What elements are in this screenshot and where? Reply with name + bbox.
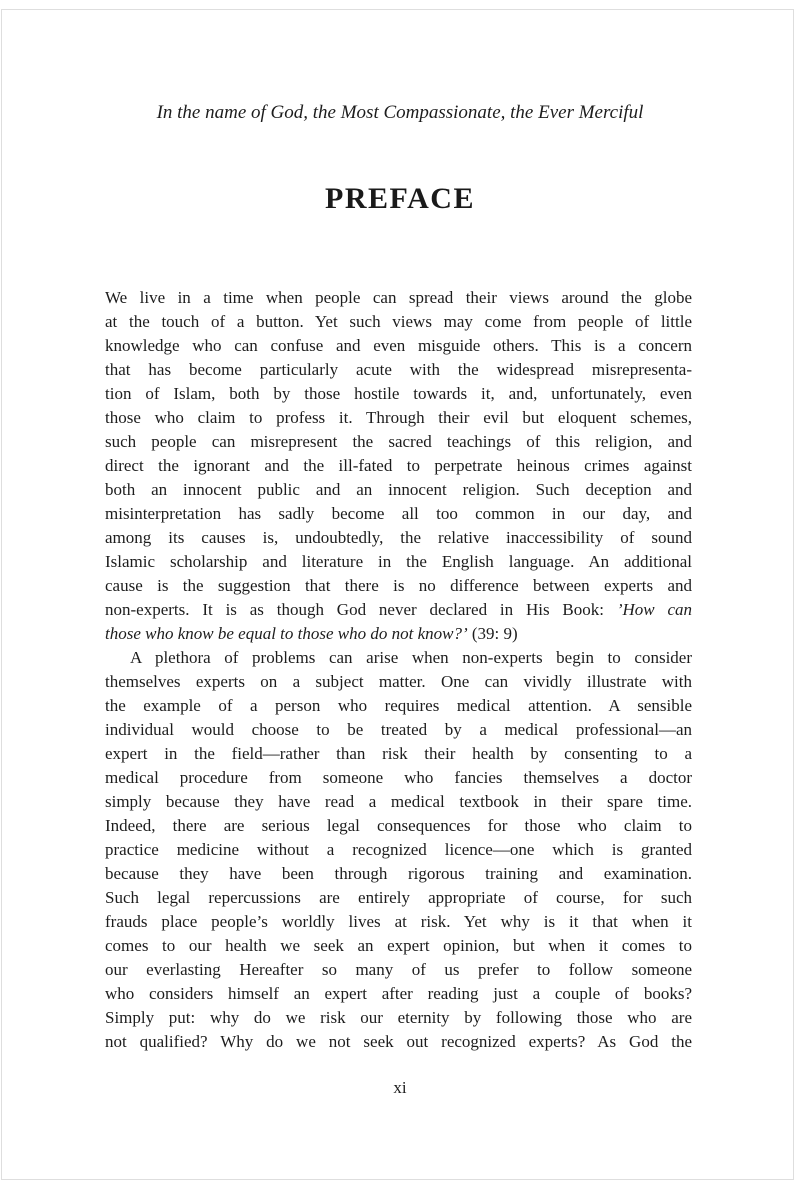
page-title: PREFACE — [325, 182, 475, 215]
text-line: Such legal repercussions are entirely appropriate of course, for such — [105, 888, 692, 907]
text-line: individual would choose to be treated by a medical professional—an — [105, 720, 692, 739]
body-text — [105, 286, 692, 1054]
text-line: non-experts. It is as though God never declared in His Book: ’How can — [105, 600, 693, 619]
text-line: those who claim to profess it. Through their evil but eloquent schemes, — [105, 408, 692, 427]
text-line: that has become particularly acute with the widespread misrepresenta- — [105, 360, 692, 379]
text-line: misinterpretation has sadly become all too common in our day, and — [105, 504, 692, 523]
text-line: because they have been through rigorous training and examination. — [105, 864, 692, 883]
text-line: those who know be equal to those who do not know?’ (39: 9) — [105, 624, 518, 643]
text-line: both an innocent public and an innocent religion. Such deception and — [105, 480, 692, 499]
page-number: xi — [393, 1078, 407, 1097]
text-line: expert in the field—rather than risk their health by consenting to a — [105, 744, 692, 763]
text-line: not qualified? Why do we not seek out recognized experts? As God the — [105, 1032, 692, 1051]
text-line: Islamic scholarship and literature in the English language. An additional — [105, 552, 692, 571]
text-line: direct the ignorant and the ill-fated to perpetrate heinous crimes against — [105, 456, 692, 475]
text-line: We live in a time when people can spread their views around the globe — [105, 288, 692, 307]
text-line: comes to our health we seek an expert opinion, but when it comes to — [105, 936, 692, 955]
text-line: at the touch of a button. Yet such views may come from people of little — [105, 312, 692, 331]
text-line: cause is the suggestion that there is no difference between experts and — [105, 576, 692, 595]
text-line: tion of Islam, both by those hostile towards it, and, unfortunately, even — [105, 384, 692, 403]
text-line: medical procedure from someone who fancies themselves a doctor — [105, 768, 692, 787]
text-line: Indeed, there are serious legal consequences for those who claim to — [105, 816, 692, 835]
text-line: themselves experts on a subject matter. One can vividly illustrate with — [105, 672, 692, 691]
text-line: A plethora of problems can arise when non-experts begin to consider — [130, 648, 692, 667]
text-line: such people can misrepresent the sacred teachings of this religion, and — [105, 432, 692, 451]
text-line: practice medicine without a recognized licence—one which is granted — [105, 840, 692, 859]
text-line: our everlasting Hereafter so many of us prefer to follow someone — [105, 960, 692, 979]
text-line: Simply put: why do we risk our eternity by following those who are — [105, 1008, 692, 1027]
text-line: frauds place people’s worldly lives at risk. Yet why is it that when it — [105, 912, 692, 931]
text-line: among its causes is, undoubtedly, the relative inaccessibility of sound — [105, 528, 692, 547]
text-line: knowledge who can confuse and even misguide others. This is a concern — [105, 336, 692, 355]
text-line: the example of a person who requires medical attention. A sensible — [105, 696, 692, 715]
text-line: who considers himself an expert after reading just a couple of books? — [105, 984, 692, 1003]
epigraph: In the name of God, the Most Compassionate, the Ever Merciful — [156, 102, 644, 123]
text-line: simply because they have read a medical textbook in their spare time. — [105, 792, 692, 811]
